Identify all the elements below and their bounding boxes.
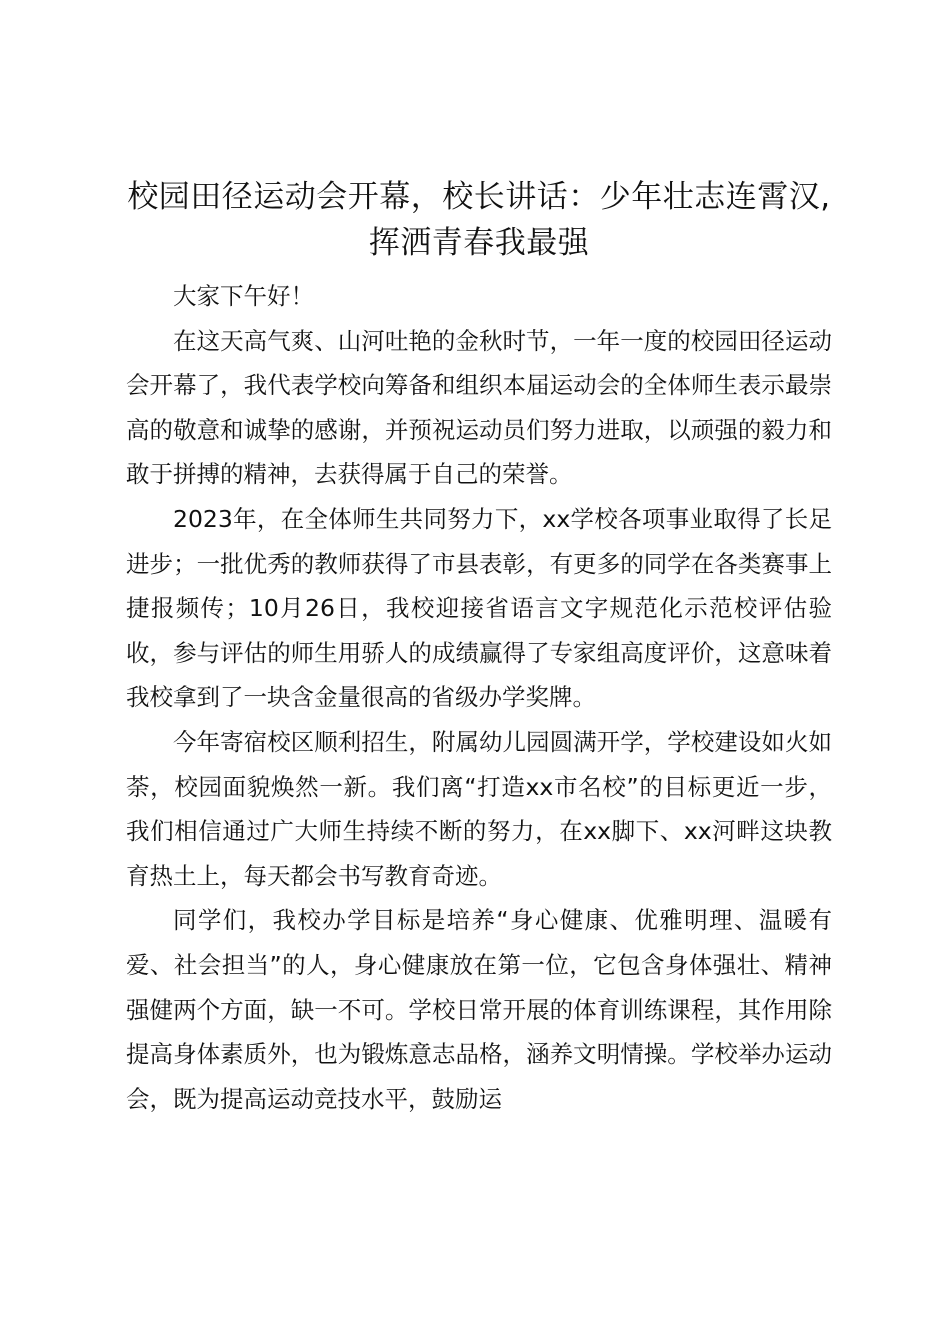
paragraph-3: 今年寄宿校区顺利招生，附属幼儿园圆满开学，学校建设如火如荼，校园面貌焕然一新。我们离“打造xx市名校”的目标更近一步，我们相信通过广大师生持续不断的努力，在xx脚下、xx河畔这块教育热土上，每天都会书写教育奇迹。	[126, 727, 832, 890]
paragraph-2: 2023年，在全体师生共同努力下，xx学校各项事业取得了长足进步；一批优秀的教师获得了市县表彰，有更多的同学在各类赛事上捷报频传；10月26日，我校迎接省语言文字规范化示范校评估验收，参与评估的师生用骄人的成绩赢得了专家组高度评价，这意味着我校拿到了一块含金量很高的省级办学奖牌。	[126, 504, 832, 712]
document-body	[126, 174, 832, 1121]
paragraph-1: 在这天高气爽、山河吐艳的金秋时节，一年一度的校园田径运动会开幕了，我代表学校向筹备和组织本届运动会的全体师生表示最崇高的敬意和诚挚的感谢，并预祝运动员们努力进取，以顽强的毅力和敢于拼搏的精神，去获得属于自己的荣誉。	[126, 326, 832, 489]
paragraph-4: 同学们，我校办学目标是培养“身心健康、优雅明理、温暖有爱、社会担当”的人，身心健康放在第一位，它包含身体强壮、精神强健两个方面，缺一不可。学校日常开展的体育训练课程，其作用除提高身体素质外，也为锻炼意志品格，涵养文明情操。学校举办运动会，既为提高运动竞技水平，鼓励运	[126, 906, 832, 1113]
document-title: 校园田径运动会开幕，校长讲话：少年壮志连霄汉,挥洒青春我最强	[127, 179, 831, 261]
greeting-line: 大家下午好！	[173, 282, 314, 310]
